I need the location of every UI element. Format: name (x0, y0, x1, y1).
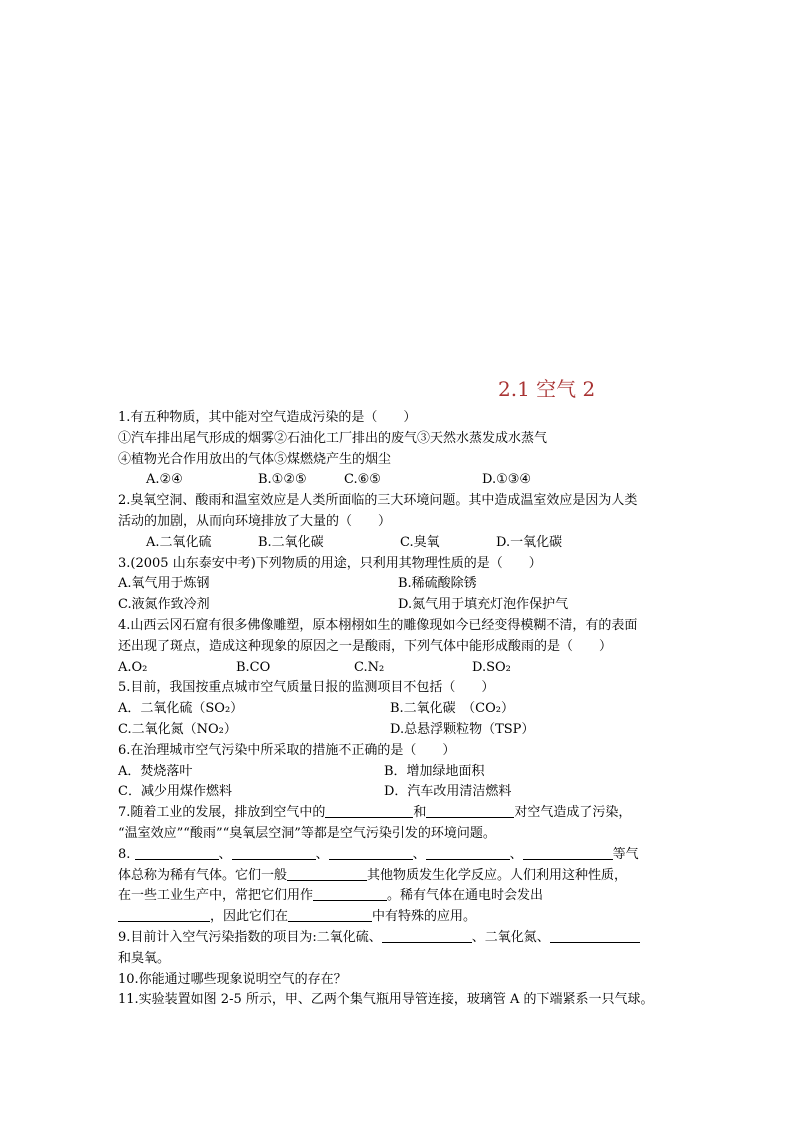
q11-stem: 11.实验装置如图 2-5 所示，甲、乙两个集气瓶用导管连接，玻璃管 A 的下端紧系一只气球。 (118, 992, 654, 1008)
q8-blank-7[interactable] (313, 886, 387, 901)
q5-options-row2 (118, 720, 680, 741)
q8-line1 (118, 845, 680, 866)
q1-option-c: C.⑥⑤ (344, 472, 381, 488)
q9-blank-1[interactable] (382, 928, 472, 943)
q7-text-part2: 和 (413, 805, 427, 821)
q8-sep-2: 、 (315, 846, 329, 862)
q1-stem: 1.有五种物质，其中能对空气造成污染的是（ ） (118, 410, 417, 425)
q1-option-a: A.②④ (146, 472, 183, 488)
q5-option-b: B.二氧化碳 （CO₂） (390, 701, 515, 717)
q6-option-a: A．焚烧落叶 (118, 763, 193, 779)
q8-blank-3[interactable] (329, 845, 413, 860)
q3-option-a: A.氧气用于炼钢 (118, 576, 210, 592)
q7-text-part3: 对空气造成了污染， (514, 805, 632, 821)
q8-blank-8[interactable] (118, 907, 210, 922)
q4-option-d: D.SO₂ (472, 659, 511, 675)
q6-options-row2 (118, 782, 680, 803)
q4-option-b: B.CO (236, 659, 271, 675)
q8-number: 8. (118, 846, 131, 862)
q9-line1 (118, 928, 680, 949)
q8-line2 (118, 866, 680, 887)
q8-text-2a: 体总称为稀有气体。它们一般 (118, 867, 288, 883)
q7-blank-2[interactable] (426, 803, 514, 818)
q3-option-d: D.氮气用于填充灯泡作保护气 (398, 597, 569, 613)
q8-sep-3: 、 (412, 846, 426, 862)
question-list (118, 408, 680, 1011)
q8-text-3a: 在一些工业生产中，常把它们用作 (118, 888, 314, 904)
q8-blank-2[interactable] (232, 845, 316, 860)
q6-stem: 6.在治理城市空气污染中所采取的措施不正确的是（ ） (118, 742, 456, 758)
q8-blank-4[interactable] (426, 845, 510, 860)
q6-option-d: D．汽车改用清洁燃料 (384, 784, 512, 800)
q8-text-4a: ，因此它们在 (210, 909, 289, 925)
q7-line2: “温室效应”“酸雨”“臭氧层空洞”等都是空气污染引发的环境问题。 (118, 825, 496, 841)
q8-text-4b: 中有特殊的应用。 (372, 909, 477, 925)
q6-options-row1 (118, 762, 680, 783)
q8-line3 (118, 886, 680, 907)
q1-items-line2: ④植物光合作用放出的气体⑤煤燃烧产生的烟尘 (118, 451, 392, 467)
q8-line4 (118, 907, 680, 928)
q8-text-2b: 其他物质发生化学反应。人们利用这种性质， (367, 867, 628, 883)
q3-option-b: B.稀硫酸除锈 (398, 576, 477, 592)
q8-sep-1: 、 (218, 846, 232, 862)
q3-options-row1 (118, 574, 680, 595)
q7-line1 (118, 803, 680, 824)
q9-line2: 和臭氧。 (118, 950, 171, 966)
q2-option-d: D.一氧化碳 (496, 534, 563, 550)
q4-stem-line2: 还出现了斑点，造成这种现象的原因之一是酸雨，下列气体中能形成酸雨的是（ ） (118, 638, 613, 654)
q5-stem: 5.目前，我国按重点城市空气质量日报的监测项目不包括（ ） (118, 680, 495, 696)
q2-options (118, 533, 680, 554)
q6-option-b: B．增加绿地面积 (384, 763, 485, 779)
q8-blank-1[interactable] (135, 845, 219, 860)
q2-stem-line1: 2.臭氧空洞、酸雨和温室效应是人类所面临的三大环境问题。其中造成温室效应是因为人类 (118, 493, 638, 509)
q1-option-b: B.①②⑤ (258, 472, 307, 488)
document-title: 2.1 空气 2 (498, 377, 596, 401)
q3-options-row2 (118, 595, 680, 616)
q5-option-d: D.总悬浮颗粒物（TSP） (390, 721, 535, 737)
q1-option-d: D.①③④ (482, 472, 532, 488)
q6-option-c: C．减少用煤作燃料 (118, 784, 232, 800)
q2-stem-line2: 活动的加剧，从而向环境排放了大量的（ ） (118, 513, 392, 529)
q8-blank-9[interactable] (288, 907, 372, 922)
q8-text-3b: 。稀有气体在通电时会发出 (387, 888, 544, 904)
q4-option-a: A.O₂ (118, 659, 148, 675)
q7-text-part1: 7.随着工业的发展，排放到空气中的 (118, 805, 326, 821)
q2-option-c: C.臭氧 (400, 534, 440, 550)
q3-option-c: C.液氮作致冷剂 (118, 597, 210, 613)
q9-blank-2[interactable] (550, 928, 640, 943)
q4-option-c: C.N₂ (354, 659, 385, 675)
q9-text-part1: 9.目前计入空气污染指数的项目为:二氧化硫、 (118, 929, 382, 945)
q4-stem-line1: 4.山西云冈石窟有很多佛像雕塑，原本栩栩如生的雕像现如今已经变得模糊不清，有的表面 (118, 617, 638, 633)
q4-options (118, 658, 680, 679)
q5-options-row1 (118, 699, 680, 720)
q10-stem: 10.你能通过哪些现象说明空气的存在？ (118, 971, 347, 987)
q7-blank-1[interactable] (325, 803, 413, 818)
q2-option-a: A.二氧化硫 (146, 534, 212, 550)
q3-stem: 3.(2005 山东泰安中考)下列物质的用途，只利用其物理性质的是（ ） (118, 555, 542, 571)
q8-sep-4: 、 (509, 846, 523, 862)
q8-text-end1: 等气 (612, 846, 639, 862)
q8-blank-5[interactable] (523, 845, 613, 860)
q9-text-part2: 、二氧化氮、 (471, 929, 550, 945)
q1-items-line1: ①汽车排出尾气形成的烟雾②石油化工厂排出的废气③天然水蒸发成水蒸气 (118, 430, 548, 446)
q2-option-b: B.二氧化碳 (258, 534, 324, 550)
q5-option-c: C.二氧化氮（NO₂） (118, 721, 237, 737)
q1-options (118, 470, 680, 491)
q5-option-a: A．二氧化硫（SO₂） (118, 701, 244, 717)
q8-blank-6[interactable] (287, 866, 367, 881)
